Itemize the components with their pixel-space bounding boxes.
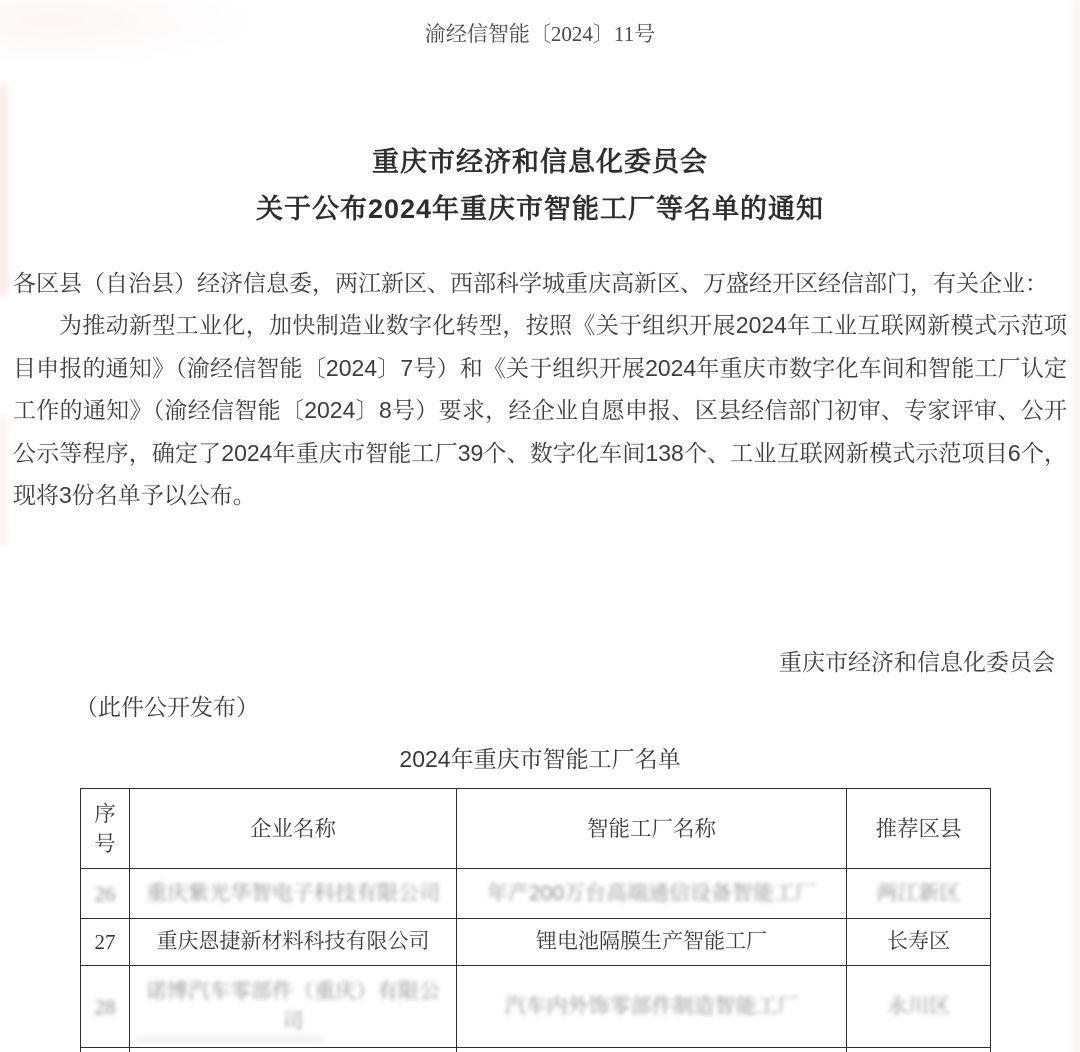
- smart-factory-table: [80, 788, 991, 1052]
- scan-artifact-left-lower: [0, 415, 10, 545]
- cell-district: 长寿区: [847, 919, 991, 966]
- cell-no: 28: [81, 966, 130, 1048]
- table-row: [81, 966, 991, 1048]
- header-company: 企业名称: [130, 789, 457, 869]
- title-line-subject: 关于公布2024年重庆市智能工厂等名单的通知: [255, 194, 825, 224]
- cell-factory: [457, 1048, 847, 1052]
- table-row-clipped: [81, 1048, 991, 1052]
- document-title: [0, 139, 1080, 233]
- table-header-row: [81, 789, 991, 869]
- cell-factory: 年产200万台高端通信设备智能工厂: [457, 869, 847, 919]
- title-line-issuer: 重庆市经济和信息化委员会: [372, 147, 708, 177]
- cell-no: [81, 1048, 130, 1052]
- body-paragraph: 为推动新型工业化，加快制造业数字化转型，按照《关于组织开展2024年工业互联网新模式示范项目申报的通知》（渝经信智能〔2024〕7号）和《关于组织开展2024年重庆市数字化车间和智能工厂认定工作的通知》（渝经信智能〔2024〕8号）要求，经企业自愿申报、区县经信部门初审、专家评审、公开公示等程序，确定了2024年重庆市智能工厂39个、数字化车间138个、工业互联网新模式示范项目6个，现将3份名单予以公布。: [13, 312, 1067, 509]
- cell-company: 重庆恩捷新材料科技有限公司: [130, 919, 457, 966]
- salutation-line: 各区县（自治县）经济信息委，两江新区、西部科学城重庆高新区、万盛经开区经信部门，有关企业：: [13, 270, 1048, 296]
- cell-company: 重庆紫光华智电子科技有限公司: [130, 869, 457, 919]
- cell-district: 永川区: [847, 966, 991, 1048]
- document-number: 渝经信智能〔2024〕11号: [424, 22, 656, 46]
- cell-company: 诺博汽车零部件（重庆）有限公司: [130, 966, 457, 1048]
- publish-note: （此件公开发布）: [75, 694, 259, 720]
- cell-district: [847, 1048, 991, 1052]
- cell-district: 两江新区: [847, 869, 991, 919]
- header-district: 推荐区县: [847, 789, 991, 869]
- cell-factory: 锂电池隔膜生产智能工厂: [457, 919, 847, 966]
- signature-issuer: 重庆市经济和信息化委员会: [779, 649, 1055, 675]
- cell-company: [130, 1048, 457, 1052]
- table-title: 2024年重庆市智能工厂名单: [399, 746, 681, 772]
- header-no: 序号: [81, 789, 130, 869]
- cell-no: 27: [81, 919, 130, 966]
- header-factory: 智能工厂名称: [457, 789, 847, 869]
- table-row: [81, 869, 991, 919]
- table-row: [81, 919, 991, 966]
- cell-factory: 汽车内外饰零部件制造智能工厂: [457, 966, 847, 1048]
- cell-no: 26: [81, 869, 130, 919]
